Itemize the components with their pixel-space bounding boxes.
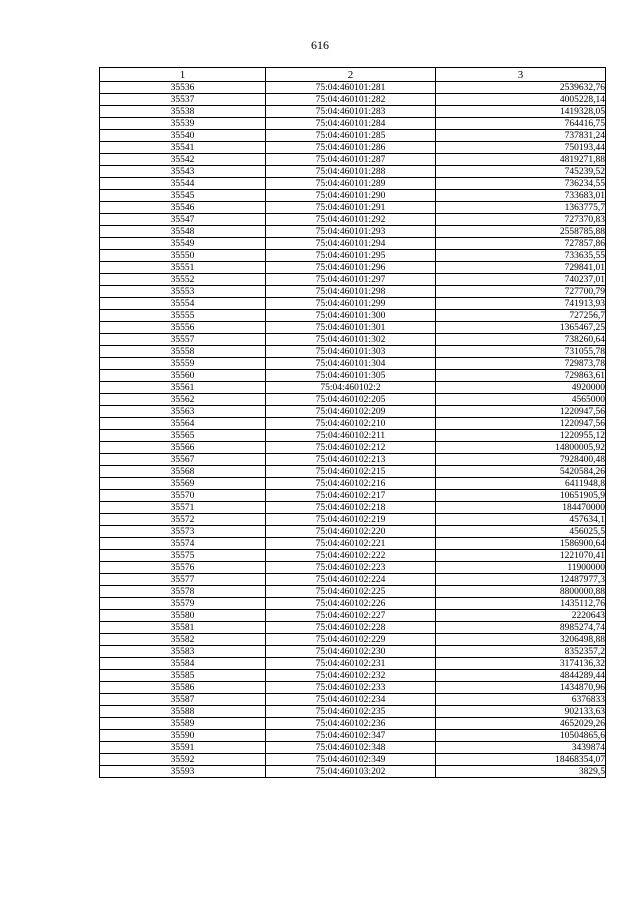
value-cell <box>436 214 606 226</box>
row-number-cell: 35591 <box>100 742 266 754</box>
table-header-row <box>100 68 606 82</box>
value-cell <box>436 718 606 730</box>
cadastral-number-cell: 75:04:460102:221 <box>266 538 436 550</box>
row-number-cell: 35545 <box>100 190 266 202</box>
cadastral-number-cell: 75:04:460101:288 <box>266 166 436 178</box>
value-text: 184470000 <box>562 502 605 513</box>
row-number-cell: 35549 <box>100 238 266 250</box>
value-text: 6376833 <box>571 694 605 705</box>
value-text: 736234,55 <box>564 178 605 189</box>
row-number-cell: 35547 <box>100 214 266 226</box>
table-row <box>100 754 606 766</box>
cadastral-number-cell: 75:04:460101:297 <box>266 274 436 286</box>
value-cell <box>436 478 606 490</box>
value-text: 456025,5 <box>569 526 605 537</box>
value-cell <box>436 754 606 766</box>
value-cell <box>436 766 606 778</box>
value-cell <box>436 586 606 598</box>
row-number-cell: 35563 <box>100 406 266 418</box>
value-text: 727857,86 <box>564 238 605 249</box>
value-cell <box>436 610 606 622</box>
cadastral-number-cell: 75:04:460101:290 <box>266 190 436 202</box>
value-text: 729873,78 <box>564 358 605 369</box>
value-text: 10504865,6 <box>559 730 605 741</box>
value-text: 4652029,26 <box>559 718 605 729</box>
row-number-cell: 35582 <box>100 634 266 646</box>
value-text: 14800005,92 <box>555 442 605 453</box>
value-cell <box>436 406 606 418</box>
value-cell <box>436 94 606 106</box>
table-row <box>100 430 606 442</box>
value-cell <box>436 418 606 430</box>
cadastral-number-cell: 75:04:460103:202 <box>266 766 436 778</box>
value-cell <box>436 634 606 646</box>
row-number-cell: 35576 <box>100 562 266 574</box>
cadastral-number-cell: 75:04:460101:299 <box>266 298 436 310</box>
row-number-cell: 35589 <box>100 718 266 730</box>
value-cell <box>436 694 606 706</box>
cadastral-number-cell: 75:04:460101:295 <box>266 250 436 262</box>
row-number-cell: 35572 <box>100 514 266 526</box>
value-text: 18468354,07 <box>555 754 605 765</box>
value-text: 733635,55 <box>564 250 605 261</box>
table-row <box>100 142 606 154</box>
value-text: 740237,01 <box>564 274 605 285</box>
column-header-3: 3 <box>436 68 606 82</box>
value-text: 729841,01 <box>564 262 605 273</box>
value-cell <box>436 646 606 658</box>
cadastral-number-cell: 75:04:460101:296 <box>266 262 436 274</box>
row-number-cell: 35583 <box>100 646 266 658</box>
table-row <box>100 262 606 274</box>
table-row <box>100 382 606 394</box>
table-row <box>100 682 606 694</box>
value-cell <box>436 190 606 202</box>
value-cell <box>436 514 606 526</box>
value-cell <box>436 430 606 442</box>
row-number-cell: 35558 <box>100 346 266 358</box>
value-cell <box>436 310 606 322</box>
table-row <box>100 526 606 538</box>
table-row <box>100 574 606 586</box>
table-row <box>100 238 606 250</box>
table-row <box>100 322 606 334</box>
row-number-cell: 35573 <box>100 526 266 538</box>
value-cell <box>436 526 606 538</box>
value-cell <box>436 238 606 250</box>
value-text: 1434870,96 <box>559 682 605 693</box>
value-cell <box>436 742 606 754</box>
value-text: 11900000 <box>567 562 605 573</box>
table-row <box>100 454 606 466</box>
value-cell <box>436 466 606 478</box>
cadastral-number-cell: 75:04:460102:218 <box>266 502 436 514</box>
cadastral-number-cell: 75:04:460102:349 <box>266 754 436 766</box>
value-text: 727700,79 <box>564 286 605 297</box>
cadastral-number-cell: 75:04:460101:286 <box>266 142 436 154</box>
row-number-cell: 35557 <box>100 334 266 346</box>
value-cell <box>436 82 606 94</box>
value-text: 727256,7 <box>569 310 605 321</box>
row-number-cell: 35584 <box>100 658 266 670</box>
table-row <box>100 514 606 526</box>
table-row <box>100 610 606 622</box>
row-number-cell: 35567 <box>100 454 266 466</box>
row-number-cell: 35543 <box>100 166 266 178</box>
value-text: 2539632,76 <box>559 82 605 93</box>
table-row <box>100 634 606 646</box>
row-number-cell: 35544 <box>100 178 266 190</box>
cadastral-number-cell: 75:04:460101:293 <box>266 226 436 238</box>
row-number-cell: 35570 <box>100 490 266 502</box>
table-row <box>100 226 606 238</box>
cadastral-number-cell: 75:04:460101:303 <box>266 346 436 358</box>
cadastral-number-cell: 75:04:460102:224 <box>266 574 436 586</box>
row-number-cell: 35587 <box>100 694 266 706</box>
value-cell <box>436 490 606 502</box>
value-text: 5420584,26 <box>559 466 605 477</box>
table-row <box>100 418 606 430</box>
value-text: 7928400,48 <box>559 454 605 465</box>
value-cell <box>436 622 606 634</box>
cadastral-number-cell: 75:04:460102:216 <box>266 478 436 490</box>
cadastral-number-cell: 75:04:460102:225 <box>266 586 436 598</box>
value-cell <box>436 226 606 238</box>
cadastral-number-cell: 75:04:460101:304 <box>266 358 436 370</box>
row-number-cell: 35548 <box>100 226 266 238</box>
value-text: 2558785,88 <box>559 226 605 237</box>
row-number-cell: 35550 <box>100 250 266 262</box>
cadastral-number-cell: 75:04:460102:236 <box>266 718 436 730</box>
table-row <box>100 442 606 454</box>
row-number-cell: 35564 <box>100 418 266 430</box>
cadastral-number-cell: 75:04:460102:230 <box>266 646 436 658</box>
value-text: 764416,75 <box>564 118 605 129</box>
value-text: 729863,61 <box>564 370 605 381</box>
table-row <box>100 538 606 550</box>
value-text: 1363775,7 <box>564 202 605 213</box>
row-number-cell: 35592 <box>100 754 266 766</box>
row-number-cell: 35538 <box>100 106 266 118</box>
cadastral-number-cell: 75:04:460101:282 <box>266 94 436 106</box>
value-text: 727370,83 <box>564 214 605 225</box>
row-number-cell: 35574 <box>100 538 266 550</box>
row-number-cell: 35585 <box>100 670 266 682</box>
table-row <box>100 598 606 610</box>
row-number-cell: 35556 <box>100 322 266 334</box>
column-header-2: 2 <box>266 68 436 82</box>
table-row <box>100 730 606 742</box>
table-row <box>100 562 606 574</box>
cadastral-number-cell: 75:04:460102:347 <box>266 730 436 742</box>
cadastral-number-cell: 75:04:460102:211 <box>266 430 436 442</box>
value-cell <box>436 370 606 382</box>
value-cell <box>436 298 606 310</box>
table-body <box>100 82 606 778</box>
table-row <box>100 250 606 262</box>
row-number-cell: 35580 <box>100 610 266 622</box>
row-number-cell: 35593 <box>100 766 266 778</box>
table-row <box>100 766 606 778</box>
row-number-cell: 35559 <box>100 358 266 370</box>
value-cell <box>436 250 606 262</box>
row-number-cell: 35581 <box>100 622 266 634</box>
row-number-cell: 35540 <box>100 130 266 142</box>
value-text: 1419328,05 <box>559 106 605 117</box>
cadastral-number-cell: 75:04:460102:227 <box>266 610 436 622</box>
table-row <box>100 154 606 166</box>
value-cell <box>436 322 606 334</box>
page-number: 616 <box>311 38 329 52</box>
row-number-cell: 35560 <box>100 370 266 382</box>
row-number-cell: 35555 <box>100 310 266 322</box>
table-row <box>100 106 606 118</box>
cadastral-number-cell: 75:04:460101:285 <box>266 130 436 142</box>
value-text: 745239,52 <box>564 166 605 177</box>
row-number-cell: 35577 <box>100 574 266 586</box>
cadastral-number-cell: 75:04:460101:305 <box>266 370 436 382</box>
value-text: 4844289,44 <box>559 670 605 681</box>
value-cell <box>436 334 606 346</box>
table-row <box>100 622 606 634</box>
row-number-cell: 35578 <box>100 586 266 598</box>
value-cell <box>436 670 606 682</box>
value-text: 8985274,74 <box>559 622 605 633</box>
cadastral-number-cell: 75:04:460101:300 <box>266 310 436 322</box>
value-cell <box>436 130 606 142</box>
value-text: 741913,93 <box>564 298 605 309</box>
value-text: 12487977,3 <box>559 574 605 585</box>
value-text: 1221070,41 <box>559 550 605 561</box>
value-cell <box>436 658 606 670</box>
value-text: 1586900,64 <box>559 538 605 549</box>
value-text: 1220947,56 <box>559 406 605 417</box>
value-text: 4565000 <box>571 394 605 405</box>
cadastral-number-cell: 75:04:460101:292 <box>266 214 436 226</box>
cadastral-number-cell: 75:04:460102:226 <box>266 598 436 610</box>
row-number-cell: 35565 <box>100 430 266 442</box>
table-row <box>100 298 606 310</box>
value-cell <box>436 682 606 694</box>
cadastral-number-cell: 75:04:460102:234 <box>266 694 436 706</box>
value-cell <box>436 550 606 562</box>
cadastral-number-cell: 75:04:460102:219 <box>266 514 436 526</box>
value-cell <box>436 154 606 166</box>
table-row <box>100 466 606 478</box>
value-text: 1220947,56 <box>559 418 605 429</box>
table-row <box>100 346 606 358</box>
cadastral-number-cell: 75:04:460101:281 <box>266 82 436 94</box>
row-number-cell: 35569 <box>100 478 266 490</box>
cadastral-number-cell: 75:04:460102:229 <box>266 634 436 646</box>
value-cell <box>436 442 606 454</box>
table-row <box>100 190 606 202</box>
table-row <box>100 178 606 190</box>
value-cell <box>436 382 606 394</box>
table-row <box>100 334 606 346</box>
value-text: 3206498,88 <box>559 634 605 645</box>
value-text: 1365467,25 <box>559 322 605 333</box>
table-row <box>100 550 606 562</box>
value-text: 3439874 <box>571 742 605 753</box>
row-number-cell: 35537 <box>100 94 266 106</box>
value-cell <box>436 502 606 514</box>
value-text: 8352357,2 <box>564 646 605 657</box>
table-row <box>100 358 606 370</box>
row-number-cell: 35568 <box>100 466 266 478</box>
value-text: 2220643 <box>571 610 605 621</box>
cadastral-number-cell: 75:04:460102:213 <box>266 454 436 466</box>
table-row <box>100 670 606 682</box>
value-text: 8800000,88 <box>559 586 605 597</box>
row-number-cell: 35536 <box>100 82 266 94</box>
value-text: 3174136,32 <box>559 658 605 669</box>
value-text: 4005228,14 <box>559 94 605 105</box>
table-row <box>100 394 606 406</box>
value-cell <box>436 106 606 118</box>
cadastral-number-cell: 75:04:460102:231 <box>266 658 436 670</box>
row-number-cell: 35546 <box>100 202 266 214</box>
cadastral-number-cell: 75:04:460102:212 <box>266 442 436 454</box>
value-cell <box>436 454 606 466</box>
row-number-cell: 35586 <box>100 682 266 694</box>
row-number-cell: 35542 <box>100 154 266 166</box>
cadastral-number-cell: 75:04:460101:298 <box>266 286 436 298</box>
cadastral-number-cell: 75:04:460102:220 <box>266 526 436 538</box>
value-cell <box>436 598 606 610</box>
table-row <box>100 130 606 142</box>
cadastral-number-cell: 75:04:460102:223 <box>266 562 436 574</box>
value-text: 738260,64 <box>564 334 605 345</box>
table-row <box>100 118 606 130</box>
cadastral-number-cell: 75:04:460102:228 <box>266 622 436 634</box>
cadastral-number-cell: 75:04:460102:217 <box>266 490 436 502</box>
value-text: 457634,1 <box>569 514 605 525</box>
table-row <box>100 82 606 94</box>
value-cell <box>436 358 606 370</box>
cadastral-number-cell: 75:04:460101:289 <box>266 178 436 190</box>
value-cell <box>436 562 606 574</box>
value-text: 733683,01 <box>564 190 605 201</box>
table-row <box>100 742 606 754</box>
value-cell <box>436 394 606 406</box>
row-number-cell: 35551 <box>100 262 266 274</box>
row-number-cell: 35541 <box>100 142 266 154</box>
value-cell <box>436 574 606 586</box>
cadastral-number-cell: 75:04:460101:301 <box>266 322 436 334</box>
row-number-cell: 35554 <box>100 298 266 310</box>
table-row <box>100 718 606 730</box>
row-number-cell: 35590 <box>100 730 266 742</box>
value-cell <box>436 346 606 358</box>
table-row <box>100 286 606 298</box>
row-number-cell: 35561 <box>100 382 266 394</box>
value-text: 4920000 <box>571 382 605 393</box>
cadastral-value-table <box>99 67 606 778</box>
value-text: 731055,78 <box>564 346 605 357</box>
cadastral-number-cell: 75:04:460101:294 <box>266 238 436 250</box>
value-text: 10651905,9 <box>559 490 605 501</box>
table-row <box>100 202 606 214</box>
value-text: 1220955,12 <box>559 430 605 441</box>
row-number-cell: 35552 <box>100 274 266 286</box>
value-text: 737831,24 <box>564 130 605 141</box>
table-row <box>100 310 606 322</box>
row-number-cell: 35571 <box>100 502 266 514</box>
cadastral-number-cell: 75:04:460102:233 <box>266 682 436 694</box>
table-row <box>100 586 606 598</box>
table-row <box>100 478 606 490</box>
table-row <box>100 706 606 718</box>
cadastral-number-cell: 75:04:460101:302 <box>266 334 436 346</box>
value-cell <box>436 286 606 298</box>
cadastral-number-cell: 75:04:460101:284 <box>266 118 436 130</box>
table-row <box>100 490 606 502</box>
value-text: 6411948,8 <box>564 478 605 489</box>
cadastral-number-cell: 75:04:460102:232 <box>266 670 436 682</box>
value-text: 1435112,76 <box>560 598 605 609</box>
cadastral-number-cell: 75:04:460102:209 <box>266 406 436 418</box>
table-row <box>100 370 606 382</box>
row-number-cell: 35562 <box>100 394 266 406</box>
value-cell <box>436 118 606 130</box>
value-cell <box>436 706 606 718</box>
value-text: 3829,5 <box>578 766 605 777</box>
cadastral-number-cell: 75:04:460101:283 <box>266 106 436 118</box>
row-number-cell: 35539 <box>100 118 266 130</box>
table-row <box>100 502 606 514</box>
table-row <box>100 94 606 106</box>
value-cell <box>436 538 606 550</box>
cadastral-number-cell: 75:04:460102:348 <box>266 742 436 754</box>
row-number-cell: 35566 <box>100 442 266 454</box>
value-cell <box>436 142 606 154</box>
cadastral-number-cell: 75:04:460102:210 <box>266 418 436 430</box>
value-cell <box>436 166 606 178</box>
row-number-cell: 35575 <box>100 550 266 562</box>
table-row <box>100 658 606 670</box>
table-row <box>100 166 606 178</box>
row-number-cell: 35553 <box>100 286 266 298</box>
value-cell <box>436 262 606 274</box>
row-number-cell: 35579 <box>100 598 266 610</box>
row-number-cell: 35588 <box>100 706 266 718</box>
table-row <box>100 214 606 226</box>
table-row <box>100 274 606 286</box>
value-text: 902133,63 <box>564 706 605 717</box>
value-cell <box>436 178 606 190</box>
value-cell <box>436 274 606 286</box>
table-row <box>100 406 606 418</box>
column-header-1: 1 <box>100 68 266 82</box>
table-row <box>100 646 606 658</box>
value-cell <box>436 202 606 214</box>
cadastral-number-cell: 75:04:460102:205 <box>266 394 436 406</box>
table-row <box>100 694 606 706</box>
cadastral-number-cell: 75:04:460101:291 <box>266 202 436 214</box>
cadastral-number-cell: 75:04:460101:287 <box>266 154 436 166</box>
value-text: 750193,44 <box>564 142 605 153</box>
value-text: 4819271,88 <box>559 154 605 165</box>
cadastral-number-cell: 75:04:460102:222 <box>266 550 436 562</box>
cadastral-number-cell: 75:04:460102:215 <box>266 466 436 478</box>
cadastral-number-cell: 75:04:460102:2 <box>266 382 436 394</box>
cadastral-number-cell: 75:04:460102:235 <box>266 706 436 718</box>
value-cell <box>436 730 606 742</box>
